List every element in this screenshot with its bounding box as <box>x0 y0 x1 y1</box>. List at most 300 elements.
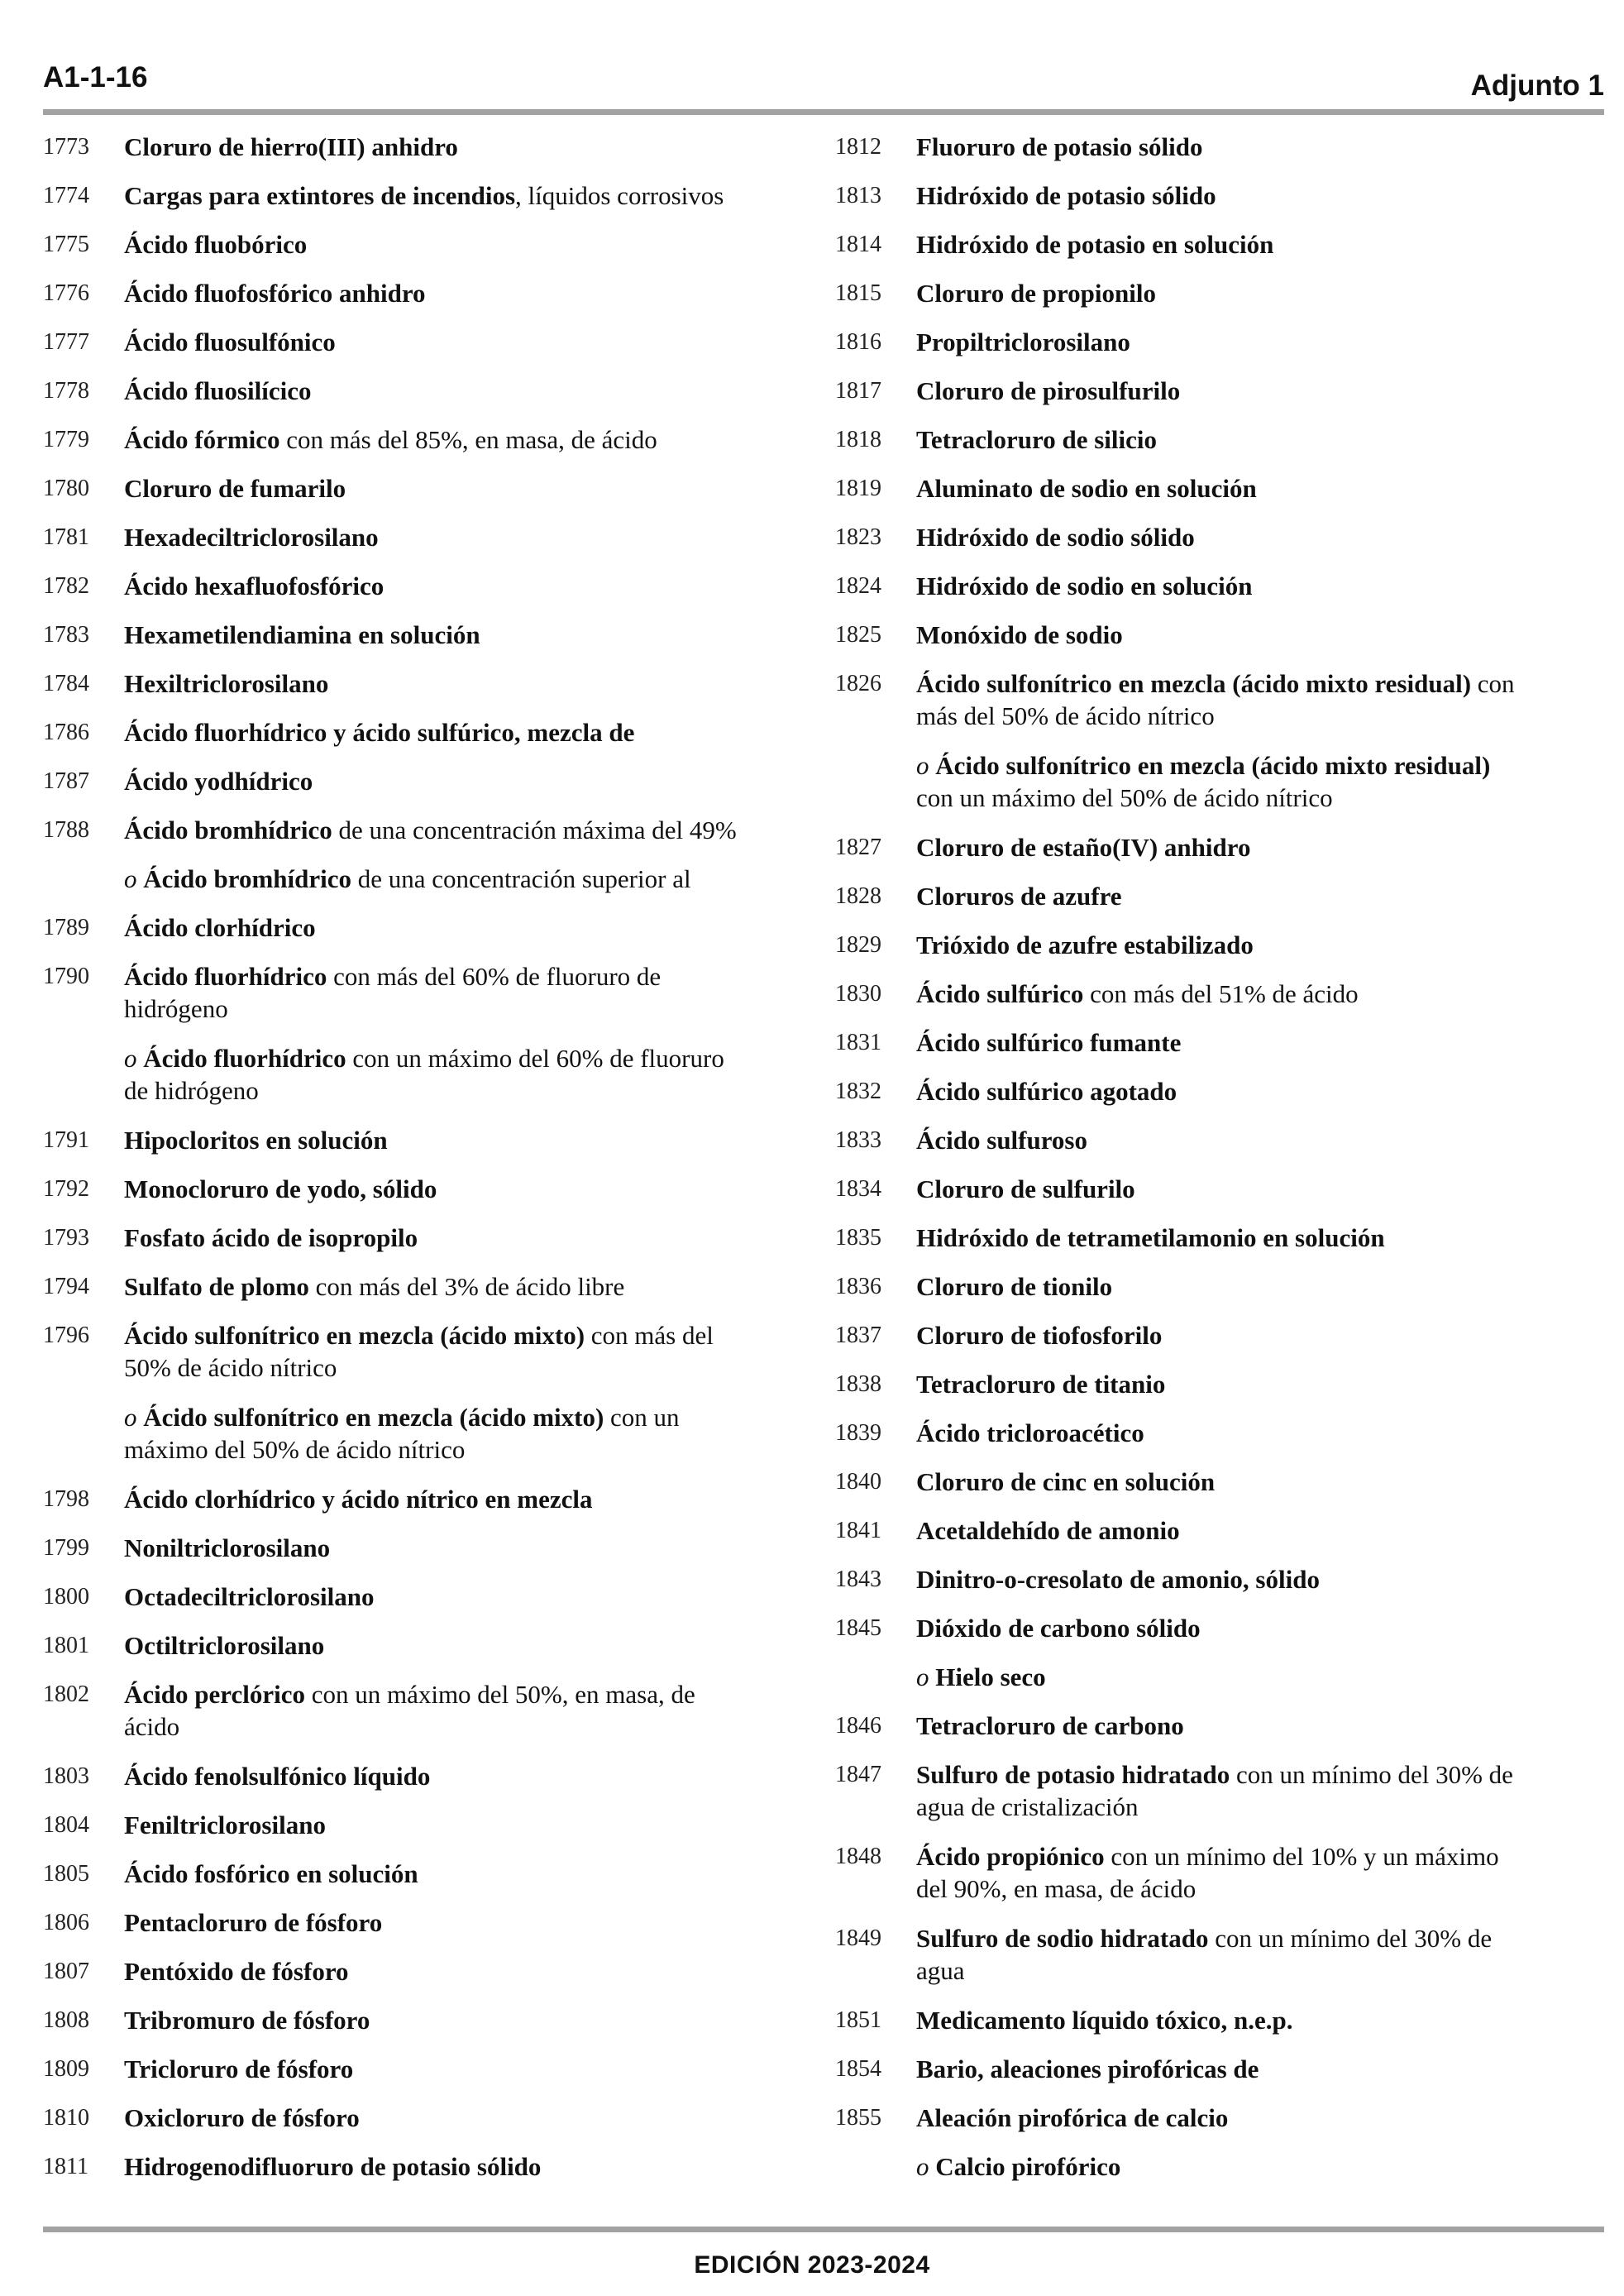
qualifier-text: hidrógeno <box>124 994 228 1023</box>
un-entry-1811 <box>43 2150 812 2199</box>
qualifier-text: agua de cristalización <box>916 1792 1139 1821</box>
un-number: 1793 <box>43 1225 89 1251</box>
substance-description <box>916 521 1594 553</box>
qualifier-text: con un máximo del 50%, en masa, de <box>304 1680 695 1709</box>
substance-description <box>916 375 1594 407</box>
substance-description <box>916 2004 1594 2036</box>
description-line <box>124 1809 812 1841</box>
substance-description <box>124 131 812 163</box>
alternative-marker: o <box>124 1403 137 1432</box>
description-line <box>124 1532 812 1564</box>
un-number: 1791 <box>43 1127 89 1153</box>
substance-description <box>916 1563 1594 1595</box>
substance-name: Ácido propiónico <box>916 1842 1105 1871</box>
un-number: 1802 <box>43 1681 89 1707</box>
un-entry-1825 <box>835 619 1594 667</box>
un-number: 1807 <box>43 1959 89 1984</box>
qualifier-text: con un máximo del 60% de fluoruro <box>346 1044 724 1073</box>
un-entry-1813 <box>835 179 1594 228</box>
substance-description <box>124 472 812 505</box>
un-entry-1782 <box>43 570 812 619</box>
un-entry-1840 <box>835 1466 1594 1514</box>
description-line <box>916 2004 1594 2036</box>
substance-name: Octiltriclorosilano <box>124 1631 325 1660</box>
qualifier-text: con más del 60% de fluoruro de <box>327 962 662 991</box>
un-entry-1792 <box>43 1173 812 1222</box>
un-number: 1777 <box>43 329 89 355</box>
un-entry-1824 <box>835 570 1594 619</box>
substance-name: Hexiltriclorosilano <box>124 669 329 698</box>
substance-description <box>916 326 1594 358</box>
un-entry-1847 <box>835 1758 1594 1840</box>
substance-description <box>916 1466 1594 1498</box>
substance-description <box>124 521 812 553</box>
substance-name: Hipocloritos en solución <box>124 1126 388 1155</box>
un-number: 1839 <box>835 1420 881 1446</box>
un-entry-1798 <box>43 1483 812 1532</box>
un-number: 1838 <box>835 1371 881 1397</box>
un-entry-1854 <box>835 2053 1594 2102</box>
description-line <box>916 1124 1594 1156</box>
substance-name: Pentóxido de fósforo <box>124 1957 349 1986</box>
un-number: 1817 <box>835 378 881 404</box>
substance-name: Acetaldehído de amonio <box>916 1516 1180 1545</box>
substance-description <box>124 1532 812 1564</box>
substance-description <box>124 1955 812 1987</box>
substance-name: Ácido fórmico <box>124 425 280 454</box>
un-number: 1790 <box>43 964 89 989</box>
un-entry-1827 <box>835 831 1594 880</box>
description-line <box>124 1074 812 1107</box>
description-line <box>124 2004 812 2036</box>
un-entry-1777 <box>43 326 812 375</box>
description-line <box>916 1319 1594 1351</box>
un-number: 1834 <box>835 1176 881 1202</box>
un-number: 1851 <box>835 2007 881 2033</box>
substance-description <box>124 1678 812 1743</box>
description-line <box>124 570 812 602</box>
substance-name: Hexametilendiamina en solución <box>124 620 480 649</box>
substance-name: Monóxido de sodio <box>916 620 1123 649</box>
un-entry-1776 <box>43 277 812 326</box>
qualifier-text: con más del 85%, en masa, de ácido <box>279 425 657 454</box>
substance-name: Ácido fluobórico <box>124 230 308 259</box>
un-entry-1848 <box>835 1840 1594 1922</box>
substance-description <box>916 1270 1594 1303</box>
description-line <box>916 472 1594 505</box>
description-line <box>916 375 1594 407</box>
un-entry-1796 <box>43 1319 812 1401</box>
substance-name: Cloruros de azufre <box>916 882 1122 911</box>
un-number: 1801 <box>43 1633 89 1658</box>
substance-description <box>916 179 1594 212</box>
un-entry-1808 <box>43 2004 812 2053</box>
un-number: 1806 <box>43 1910 89 1935</box>
substance-name: Hielo seco <box>929 1662 1046 1691</box>
description-line <box>916 1758 1594 1791</box>
un-entry-1826 <box>835 667 1594 749</box>
un-number: 1809 <box>43 2056 89 2082</box>
un-entry-1806 <box>43 1906 812 1955</box>
un-entry-1787 <box>43 765 812 814</box>
substance-name: Propiltriclorosilano <box>916 328 1130 356</box>
un-number: 1789 <box>43 915 89 940</box>
substance-name: Ácido fluorhídrico <box>136 1044 346 1073</box>
substance-name: Tetracloruro de titanio <box>916 1370 1166 1399</box>
substance-name: Hidróxido de tetrametilamonio en solución <box>916 1223 1385 1252</box>
substance-description <box>124 277 812 309</box>
substance-description <box>916 1124 1594 1156</box>
un-number: 1843 <box>835 1567 881 1592</box>
substance-name: Ácido sulfonítrico en mezcla (ácido mixto) <box>136 1403 604 1432</box>
un-number: 1827 <box>835 835 881 860</box>
alternative-marker: o <box>916 1662 929 1691</box>
description-line <box>124 1042 812 1074</box>
substance-name: Ácido fluorhídrico y ácido sulfúrico, mezcla de <box>124 718 635 747</box>
qualifier-text: con más del <box>585 1321 714 1350</box>
substance-description <box>124 716 812 749</box>
substance-name: Sulfuro de sodio hidratado <box>916 1924 1209 1953</box>
substance-description <box>124 960 812 1025</box>
description-line <box>124 1955 812 1987</box>
substance-name: Trióxido de azufre estabilizado <box>916 930 1254 959</box>
substance-name: Calcio pirofórico <box>929 2152 1121 2181</box>
edition-footer: EDICIÓN 2023-2024 <box>694 2251 930 2279</box>
substance-description <box>124 1581 812 1613</box>
substance-description <box>916 1026 1594 1059</box>
description-line <box>124 1351 812 1384</box>
description-line <box>916 1873 1594 1905</box>
description-line <box>124 131 812 163</box>
un-number: 1780 <box>43 476 89 501</box>
un-entry-1843 <box>835 1563 1594 1612</box>
un-entry-1838 <box>835 1368 1594 1417</box>
description-line <box>916 570 1594 602</box>
substance-name: Pentacloruro de fósforo <box>124 1908 383 1937</box>
un-entry-1784 <box>43 667 812 716</box>
description-line <box>916 1514 1594 1547</box>
substance-name: Hidróxido de potasio sólido <box>916 181 1216 210</box>
un-number: 1840 <box>835 1469 881 1495</box>
substance-name: Ácido fluosulfónico <box>124 328 336 356</box>
un-number: 1776 <box>43 280 89 306</box>
substance-name: Cloruro de fumarilo <box>124 474 346 503</box>
un-number: 1835 <box>835 1225 881 1251</box>
un-number: 1848 <box>835 1844 881 1869</box>
un-number: 1828 <box>835 883 881 909</box>
qualifier-text: con un máximo del 50% de ácido nítrico <box>916 783 1333 812</box>
un-entry-1794 <box>43 1270 812 1319</box>
un-number: 1846 <box>835 1713 881 1739</box>
substance-description <box>124 1270 812 1303</box>
substance-name: Hexadeciltriclorosilano <box>124 523 379 552</box>
description-line <box>124 1433 812 1466</box>
un-number: 1816 <box>835 329 881 355</box>
description-line <box>124 814 812 846</box>
substance-description <box>124 2102 812 2134</box>
qualifier-text: más del 50% de ácido nítrico <box>916 701 1215 730</box>
description-line <box>124 765 812 797</box>
substance-description <box>916 2102 1594 2134</box>
description-line <box>916 2102 1594 2134</box>
description-line <box>124 2150 812 2183</box>
substance-description <box>916 570 1594 602</box>
substance-name: Oxicloruro de fósforo <box>124 2103 360 2132</box>
description-line <box>916 667 1594 700</box>
un-entry-1830 <box>835 978 1594 1026</box>
description-line <box>916 423 1594 456</box>
substance-name: Tricloruro de fósforo <box>124 2054 354 2083</box>
un-entry-1834 <box>835 1173 1594 1222</box>
substance-name: Ácido sulfonítrico en mezcla (ácido mixto residual) <box>916 669 1472 698</box>
substance-description <box>124 814 812 846</box>
un-entry-1831 <box>835 1026 1594 1075</box>
un-number: 1845 <box>835 1615 881 1641</box>
un-entry-alternative <box>43 863 812 911</box>
qualifier-text: máximo del 50% de ácido nítrico <box>124 1435 466 1464</box>
substance-description <box>124 765 812 797</box>
substance-description <box>916 667 1594 732</box>
description-line <box>916 619 1594 651</box>
qualifier-text: con un mínimo del 30% de <box>1230 1760 1513 1789</box>
description-line <box>124 1401 812 1433</box>
un-number: 1782 <box>43 573 89 599</box>
qualifier-text: de una concentración superior al <box>351 864 691 893</box>
un-entry-alternative <box>43 1401 812 1483</box>
substance-description <box>916 1173 1594 1205</box>
un-entry-1800 <box>43 1581 812 1629</box>
description-line <box>916 228 1594 261</box>
description-line <box>124 863 812 895</box>
substance-description <box>124 1809 812 1841</box>
substance-description <box>124 1483 812 1515</box>
substance-name: Cloruro de hierro(III) anhidro <box>124 132 458 161</box>
qualifier-text: con más del 51% de ácido <box>1083 979 1359 1008</box>
description-line <box>916 1840 1594 1873</box>
description-line <box>916 521 1594 553</box>
description-line <box>916 782 1594 814</box>
qualifier-text: con más del 3% de ácido libre <box>308 1272 625 1301</box>
un-number: 1847 <box>835 1762 881 1787</box>
alternative-marker: o <box>124 1044 137 1073</box>
substance-name: Hidrogenodifluoruro de potasio sólido <box>124 2152 542 2181</box>
substance-description <box>124 570 812 602</box>
substance-name: Bario, aleaciones pirofóricas de <box>916 2054 1259 2083</box>
un-number: 1810 <box>43 2105 89 2131</box>
description-line <box>916 1661 1594 1693</box>
un-entry-1823 <box>835 521 1594 570</box>
un-number: 1786 <box>43 720 89 745</box>
substance-name: Dinitro-o-cresolato de amonio, sólido <box>916 1565 1320 1594</box>
un-entry-1835 <box>835 1222 1594 1270</box>
description-line <box>124 1483 812 1515</box>
un-number: 1778 <box>43 378 89 404</box>
substance-name: Cloruro de pirosulfurilo <box>916 376 1181 405</box>
substance-description <box>916 1758 1594 1823</box>
substance-description <box>916 472 1594 505</box>
substance-name: Fluoruro de potasio sólido <box>916 132 1203 161</box>
un-entry-1786 <box>43 716 812 765</box>
substance-name: Tetracloruro de carbono <box>916 1711 1184 1740</box>
un-number: 1812 <box>835 134 881 160</box>
un-entry-1793 <box>43 1222 812 1270</box>
qualifier-text: con un mínimo del 10% y un máximo <box>1104 1842 1499 1871</box>
un-number: 1792 <box>43 1176 89 1202</box>
description-line <box>124 911 812 944</box>
substance-description <box>124 2004 812 2036</box>
description-line <box>124 2102 812 2134</box>
substance-name: Sulfuro de potasio hidratado <box>916 1760 1230 1789</box>
substance-description <box>124 1042 812 1107</box>
un-entry-1833 <box>835 1124 1594 1173</box>
substance-name: Aluminato de sodio en solución <box>916 474 1257 503</box>
substance-name: Ácido sulfúrico agotado <box>916 1077 1177 1106</box>
left-column <box>43 131 812 2199</box>
substance-name: Ácido hexafluofosfórico <box>124 572 385 600</box>
substance-description <box>124 911 812 944</box>
un-entry-alternative <box>835 2150 1594 2199</box>
un-number: 1829 <box>835 932 881 958</box>
substance-description <box>124 326 812 358</box>
un-entry-1788 <box>43 814 812 863</box>
description-line <box>124 1629 812 1662</box>
description-line <box>916 131 1594 163</box>
un-number: 1855 <box>835 2105 881 2131</box>
substance-description <box>916 880 1594 912</box>
substance-name: Cloruro de estaño(IV) anhidro <box>916 833 1251 862</box>
substance-name: Aleación pirofórica de calcio <box>916 2103 1229 2132</box>
qualifier-text: ácido <box>124 1712 180 1741</box>
un-entry-1839 <box>835 1417 1594 1466</box>
un-entry-alternative <box>43 1042 812 1124</box>
un-entry-alternative <box>835 1661 1594 1710</box>
substance-description <box>124 1173 812 1205</box>
un-number: 1811 <box>43 2154 88 2179</box>
description-line <box>124 716 812 749</box>
qualifier-text: , líquidos corrosivos <box>515 181 724 210</box>
description-line <box>124 1319 812 1351</box>
substance-name: Noniltriclorosilano <box>124 1533 331 1562</box>
substance-name: Ácido fenolsulfónico líquido <box>124 1762 431 1791</box>
qualifier-text: de hidrógeno <box>124 1076 259 1105</box>
un-number: 1831 <box>835 1030 881 1055</box>
description-line <box>916 1922 1594 1954</box>
substance-name: Ácido sulfonítrico en mezcla (ácido mixto residual) <box>929 751 1491 780</box>
substance-description <box>916 1922 1594 1987</box>
un-number: 1799 <box>43 1535 89 1561</box>
un-entry-1789 <box>43 911 812 960</box>
substance-description <box>916 1840 1594 1905</box>
un-number: 1775 <box>43 232 89 257</box>
un-number: 1854 <box>835 2056 881 2082</box>
description-line <box>916 749 1594 782</box>
un-number: 1808 <box>43 2007 89 2033</box>
substance-description <box>916 2150 1594 2183</box>
description-line <box>916 179 1594 212</box>
substance-description <box>916 1514 1594 1547</box>
description-line <box>124 1124 812 1156</box>
substance-description <box>916 423 1594 456</box>
substance-description <box>916 1710 1594 1742</box>
un-entry-1810 <box>43 2102 812 2150</box>
un-entry-1837 <box>835 1319 1594 1368</box>
description-line <box>124 472 812 505</box>
un-number: 1814 <box>835 232 881 257</box>
substance-name: Ácido clorhídrico y ácido nítrico en mezcla <box>124 1485 593 1514</box>
un-entry-1812 <box>835 131 1594 179</box>
description-line <box>124 1270 812 1303</box>
description-line <box>916 1222 1594 1254</box>
un-number: 1826 <box>835 671 881 696</box>
substance-name: Hidróxido de sodio sólido <box>916 523 1195 552</box>
qualifier-text: 50% de ácido nítrico <box>124 1353 337 1382</box>
un-entry-1836 <box>835 1270 1594 1319</box>
description-line <box>916 700 1594 732</box>
substance-description <box>124 2053 812 2085</box>
substance-description <box>124 1124 812 1156</box>
substance-name: Dióxido de carbono sólido <box>916 1614 1201 1643</box>
un-entry-1817 <box>835 375 1594 423</box>
substance-description <box>124 2150 812 2183</box>
substance-description <box>916 1612 1594 1644</box>
description-line <box>916 1791 1594 1823</box>
substance-name: Fosfato ácido de isopropilo <box>124 1223 418 1252</box>
substance-description <box>124 1760 812 1792</box>
un-number: 1849 <box>835 1925 881 1951</box>
un-entry-1790 <box>43 960 812 1042</box>
substance-name: Ácido bromhídrico <box>136 864 351 893</box>
substance-name: Ácido sulfúrico <box>916 979 1084 1008</box>
description-line <box>916 1466 1594 1498</box>
un-entry-1855 <box>835 2102 1594 2150</box>
alternative-marker: o <box>124 864 137 893</box>
un-number: 1813 <box>835 183 881 208</box>
substance-name: Ácido fluofosfórico anhidro <box>124 279 426 308</box>
substance-name: Monocloruro de yodo, sólido <box>124 1174 437 1203</box>
un-number: 1818 <box>835 427 881 452</box>
substance-description <box>916 2053 1594 2085</box>
qualifier-text: con <box>1471 669 1515 698</box>
description-line <box>916 1368 1594 1400</box>
un-entry-1774 <box>43 179 812 228</box>
substance-name: Ácido tricloroacético <box>916 1418 1144 1447</box>
substance-name: Hidróxido de potasio en solución <box>916 230 1274 259</box>
description-line <box>124 326 812 358</box>
substance-name: Cloruro de tiofosforilo <box>916 1321 1163 1350</box>
un-number: 1787 <box>43 768 89 794</box>
substance-description <box>124 1222 812 1254</box>
description-line <box>124 375 812 407</box>
description-line <box>124 1678 812 1710</box>
description-line <box>916 831 1594 863</box>
un-entry-1819 <box>835 472 1594 521</box>
description-line <box>124 1906 812 1939</box>
substance-description <box>124 1629 812 1662</box>
un-entry-1818 <box>835 423 1594 472</box>
description-line <box>124 1222 812 1254</box>
description-line <box>124 423 812 456</box>
substance-description <box>124 863 812 895</box>
description-line <box>916 1270 1594 1303</box>
un-entry-1773 <box>43 131 812 179</box>
description-line <box>124 2053 812 2085</box>
description-line <box>124 993 812 1025</box>
substance-name: Hidróxido de sodio en solución <box>916 572 1253 600</box>
right-column <box>835 131 1594 2199</box>
description-line <box>916 2053 1594 2085</box>
un-number: 1788 <box>43 817 89 843</box>
description-line <box>124 1760 812 1792</box>
